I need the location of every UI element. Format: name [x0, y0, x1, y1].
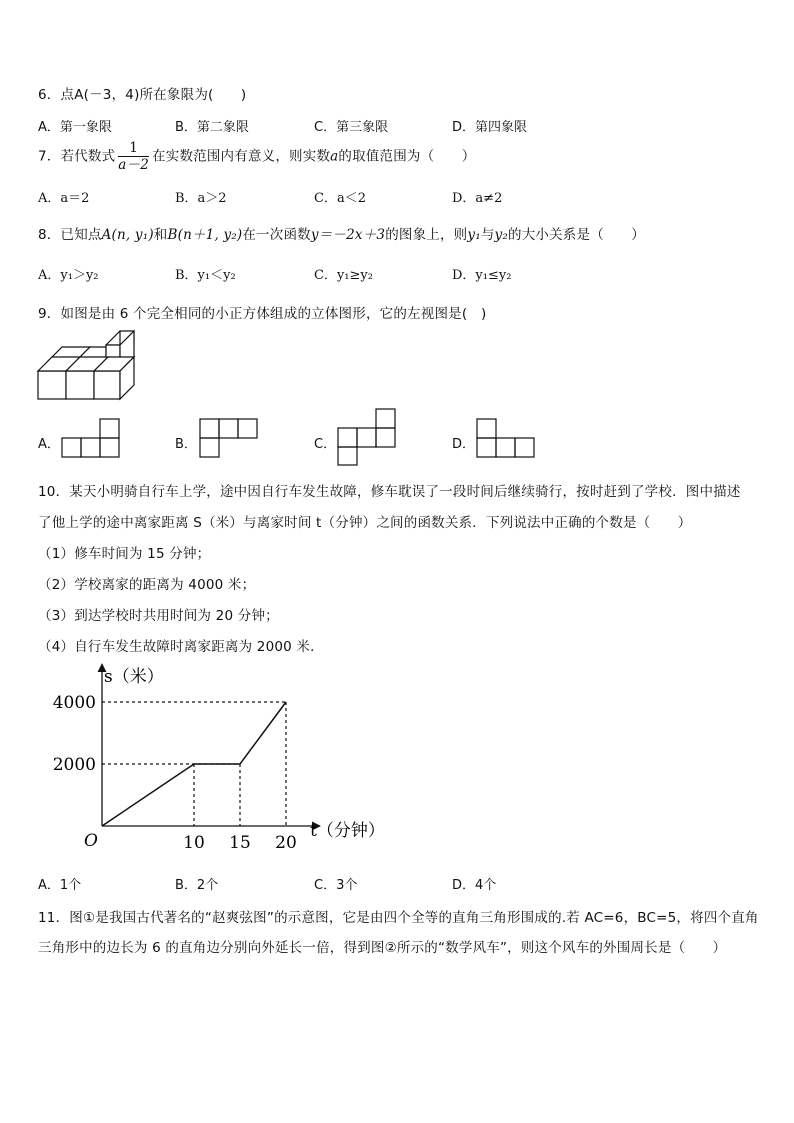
q8-y2: y₂ — [494, 227, 508, 243]
q10-statement-4: （4）自行车发生故障时离家距离为 2000 米． — [38, 639, 324, 655]
q8-option-a[interactable]: A．y₁＞y₂ — [38, 268, 99, 283]
q9-option-b-label[interactable]: B． — [175, 437, 197, 452]
q6-option-c[interactable]: C．第三象限 — [314, 120, 389, 135]
q9-option-c-label[interactable]: C． — [314, 437, 337, 452]
q8-stem-c: 的图象上，则 — [385, 227, 468, 243]
q7-frac-num: 1 — [118, 140, 149, 157]
y-tick-2000: 2000 — [52, 755, 96, 775]
q8-point-b: B(n＋1, y₂) — [167, 227, 243, 243]
q10-stem-line2: 了他上学的途中离家距离 S（米）与离家时间 t（分钟）之间的函数关系．下列说法中正确的个数是（ ） — [38, 515, 692, 531]
q9-option-d-figure[interactable] — [476, 418, 536, 458]
origin-label: O — [84, 831, 98, 851]
q11-stem-line2: 三角形中的边长为 6 的直角边分别向外延长一倍，得到图②所示的“数学风车”，则这个风车的外围周长是（ ） — [38, 940, 727, 956]
q6-option-a[interactable]: A．第一象限 — [38, 120, 112, 135]
q6-option-b[interactable]: B．第二象限 — [175, 120, 249, 135]
q9-option-a-figure[interactable] — [61, 418, 121, 458]
q8-with: 与 — [480, 227, 495, 243]
q10-option-b[interactable]: B．2个 — [175, 878, 219, 893]
q8-point-a: A(n, y₁) — [101, 227, 154, 243]
q7-var: a — [330, 148, 339, 165]
q10-option-c[interactable]: C．3个 — [314, 878, 358, 893]
q8-stem-d: 的大小关系是（ ） — [508, 227, 645, 243]
q8-and: 和 — [153, 227, 168, 243]
x-tick-10: 10 — [183, 833, 205, 853]
q7-suffix-b: 的取值范围为（ ） — [338, 148, 476, 165]
q7-option-c[interactable]: C．a＜2 — [314, 191, 366, 206]
q8-option-b[interactable]: B．y₁＜y₂ — [175, 268, 236, 283]
q7-prefix: 7．若代数式 — [38, 148, 116, 165]
q10-distance-time-chart — [40, 660, 390, 860]
q7-frac-den: a－2 — [118, 157, 150, 173]
q8-stem-a: 8．已知点 — [38, 227, 102, 243]
q7-option-a[interactable]: A．a＝2 — [38, 191, 90, 206]
q8-option-d[interactable]: D．y₁≤y₂ — [452, 268, 512, 283]
q7-stem — [38, 140, 475, 173]
q9-option-c-figure[interactable] — [337, 408, 397, 466]
q10-statement-3: （3）到达学校时共用时间为 20 分钟； — [38, 608, 279, 624]
q8-function: y＝－2x＋3 — [310, 227, 386, 243]
q8-stem-b: 在一次函数 — [242, 227, 311, 243]
q10-statement-2: （2）学校离家的距离为 4000 米； — [38, 577, 256, 593]
q7-option-d[interactable]: D．a≠2 — [452, 191, 503, 206]
y-axis-label: s（米） — [104, 667, 164, 687]
q7-fraction — [118, 140, 149, 173]
q6-stem: 6．点A(－3，4)所在象限为( ) — [38, 87, 247, 103]
q7-option-b[interactable]: B．a＞2 — [175, 191, 227, 206]
q7-suffix-a: 在实数范围内有意义，则实数 — [152, 148, 331, 165]
q10-option-a[interactable]: A．1个 — [38, 878, 82, 893]
q8-stem — [38, 223, 645, 243]
y-tick-4000: 4000 — [52, 693, 96, 713]
q9-stem: 9．如图是由 6 个完全相同的小正方体组成的立体图形，它的左视图是( ) — [38, 306, 487, 322]
q8-y1: y₁ — [467, 227, 481, 243]
q6-option-d[interactable]: D．第四象限 — [452, 120, 528, 135]
q10-stem-line1: 10．某天小明骑自行车上学，途中因自行车发生故障，修车耽误了一段时间后继续骑行，按时赶到了学校．图中描述 — [38, 484, 741, 500]
x-tick-15: 15 — [229, 833, 251, 853]
x-tick-20: 20 — [275, 833, 297, 853]
q9-option-d-label[interactable]: D． — [452, 437, 476, 452]
q10-statement-1: （1）修车时间为 15 分钟； — [38, 546, 211, 562]
q9-cube-figure — [36, 327, 136, 401]
q8-option-c[interactable]: C．y₁≥y₂ — [314, 268, 373, 283]
q9-option-b-figure[interactable] — [199, 418, 259, 458]
q10-option-d[interactable]: D．4个 — [452, 878, 497, 893]
q9-option-a-label[interactable]: A． — [38, 437, 60, 452]
x-axis-label: t（分钟） — [310, 821, 385, 841]
q11-stem-line1: 11．图①是我国古代著名的“赵爽弦图”的示意图，它是由四个全等的直角三角形围成的.若 AC=6，BC=5，将四个直角 — [38, 910, 759, 926]
